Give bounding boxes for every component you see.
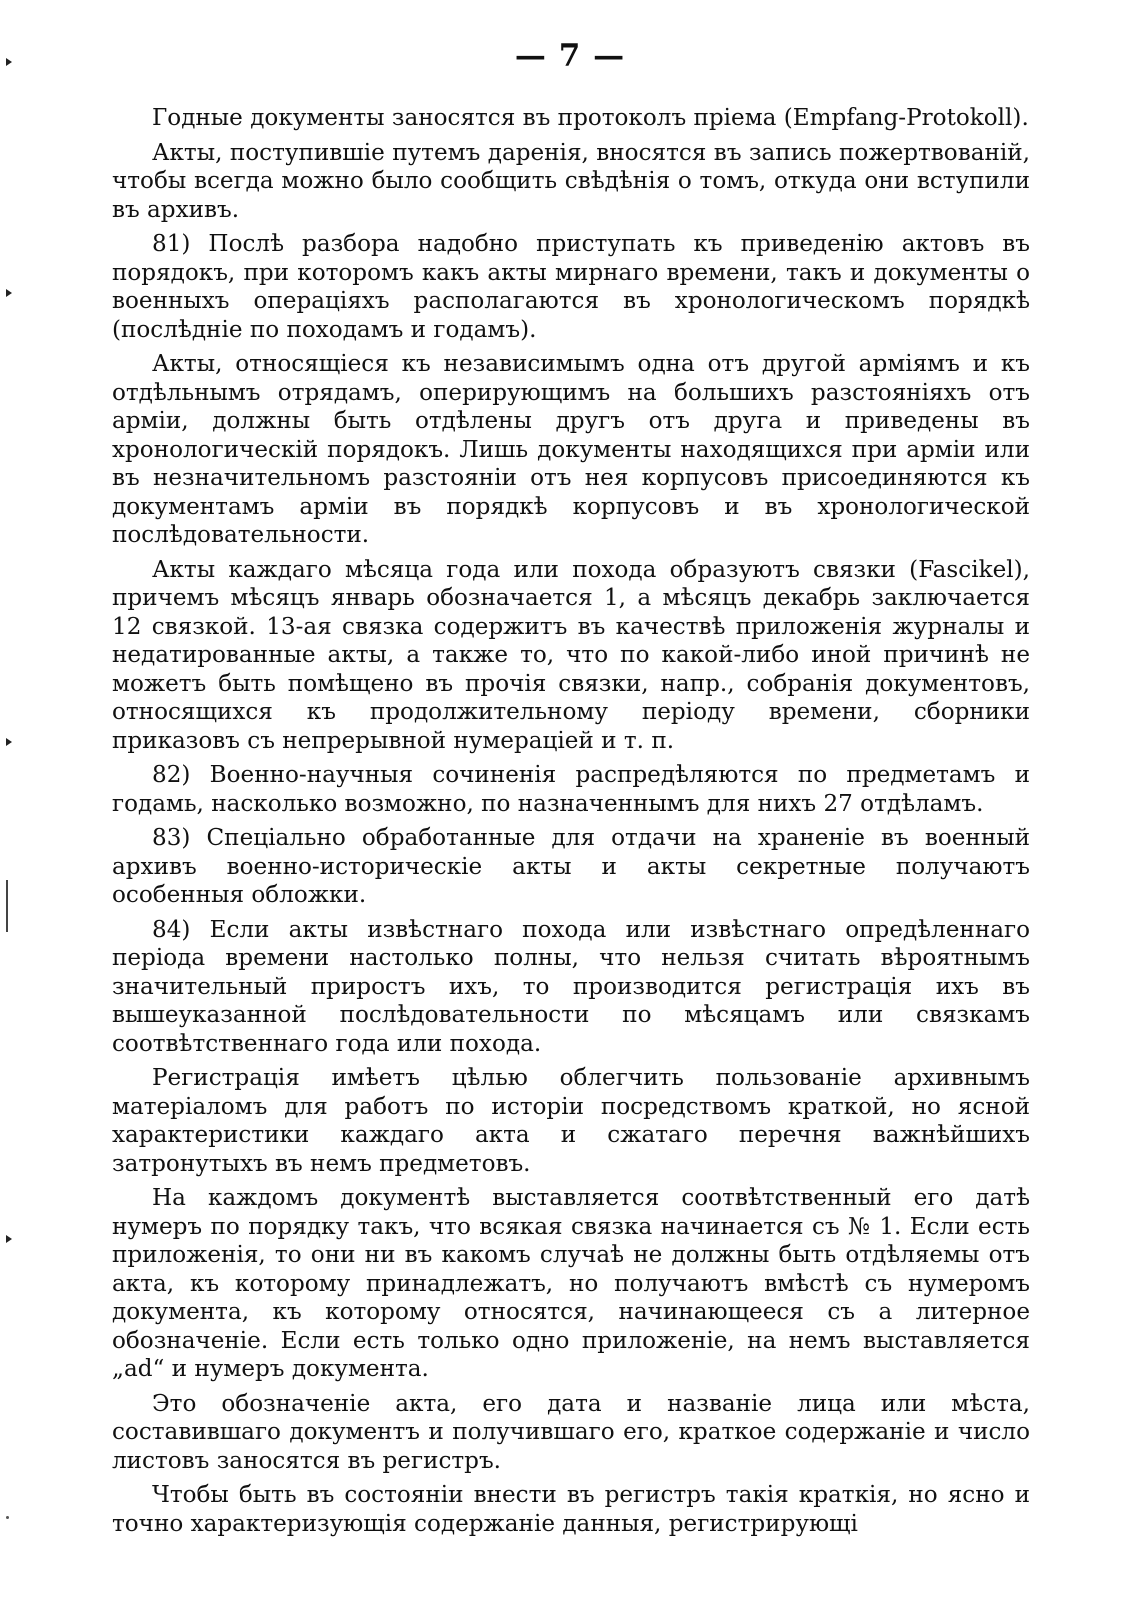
paragraph-section-81: 81) Послѣ разбора надобно приступать къ приведенію актовъ въ порядокъ, при которомъ какъ акты мирнаго времени, такъ и документы о военныхъ операціяхъ располагаются въ хронологическомъ порядкѣ (послѣдніе по походамъ и годамъ). [112, 231, 1030, 343]
page-number: — 7 — [514, 38, 626, 74]
margin-mark [6, 58, 12, 66]
margin-mark [6, 289, 12, 297]
paragraph-document-numbering: На каждомъ документѣ выставляется соотвѣтственный его датѣ нумеръ по порядку такъ, что всякая связка начинается съ № 1. Если есть приложенія, то они ни въ какомъ случаѣ не должны быть отдѣляемы отъ акта, къ которому принадлежатъ, но получаютъ вмѣстѣ съ нумеромъ документа, къ которому относятся, начинающееся съ a литерное обозначеніе. Если есть только одно приложеніе, на немъ выставляется „ad“ и нумеръ документа. [112, 1185, 1030, 1382]
paragraph-fascicles: Акты каждаго мѣсяца года или похода образуютъ связки (Fascikel), причемъ мѣсяцъ январь обозначается 1, а мѣсяцъ декабрь заключается 12 связкой. 13-ая связка содержитъ въ качествѣ приложенія журналы и недатированные акты, а также то, что по какой-либо иной причинѣ не можетъ быть помѣщено въ прочія связки, напр., собранія документовъ, относящихся къ продолжительному періоду времени, сборники приказовъ съ непрерывной нумераціей и т. п. [112, 556, 1030, 754]
margin-mark [6, 1235, 12, 1243]
text-body [112, 104, 1030, 1538]
paragraph-register-entries: Это обозначеніе акта, его дата и названіе лица или мѣста, составившаго документъ и получившаго его, краткое содержаніе и число листовъ заносятся въ регистръ. [112, 1390, 1030, 1474]
paragraph-registration-purpose: Регистрація имѣетъ цѣлью облегчить пользованіе архивнымъ матеріаломъ для работъ по исторіи посредствомъ краткой, но ясной характеристики каждаго акта и сжатаго перечня важнѣйшихъ затронутыхъ въ немъ предметовъ. [112, 1065, 1030, 1177]
margin-line [6, 880, 8, 932]
paragraph-section-84: 84) Если акты извѣстнаго похода или извѣстнаго опредѣленнаго періода времени настолько полны, что нельзя считать вѣроятнымъ значительный приростъ ихъ, то производится регистрація ихъ въ вышеуказанной послѣдовательности по мѣсяцамъ или связкамъ соотвѣтственнаго года или похода. [112, 916, 1030, 1057]
paragraph-acceptance-protocol: Годные документы заносятся въ протоколъ пріема (Empfang-Protokoll). [152, 105, 1029, 131]
paragraph-donations: Акты, поступившіе путемъ даренія, вносятся въ запись пожертвованій, чтобы всегда можно было сообщить свѣдѣнія о томъ, откуда они вступили въ архивъ. [112, 139, 1030, 223]
margin-mark [6, 738, 12, 746]
paragraph-independent-armies: Акты, относящіеся къ независимымъ одна отъ другой арміямъ и къ отдѣльнымъ отрядамъ, оперирующимъ на большихъ разстояніяхъ отъ арміи, должны быть отдѣлены другъ отъ друга и приведены въ хронологическій порядокъ. Лишь документы находящихся при арміи или въ незначительномъ разстояніи отъ нея корпусовъ присоединяются къ документамъ арміи въ порядкѣ корпусовъ и въ хронологической послѣдовательности. [112, 351, 1030, 548]
paragraph-section-83: 83) Спеціально обработанные для отдачи на храненіе въ военный архивъ военно-историческіе акты и акты секретные получаютъ особенныя обложки. [112, 825, 1030, 908]
paragraph-register-continuation: Чтобы быть въ состояніи внести въ регистръ такія краткія, но ясно и точно характеризующія содержаніе данныя, регистрирующі [112, 1482, 1030, 1537]
paragraph-section-82: 82) Военно-научныя сочиненія распредѣляются по предметамъ и годамь, насколько возможно, по назначеннымъ для нихъ 27 отдѣламъ. [112, 762, 1030, 817]
margin-dot [6, 1516, 9, 1519]
